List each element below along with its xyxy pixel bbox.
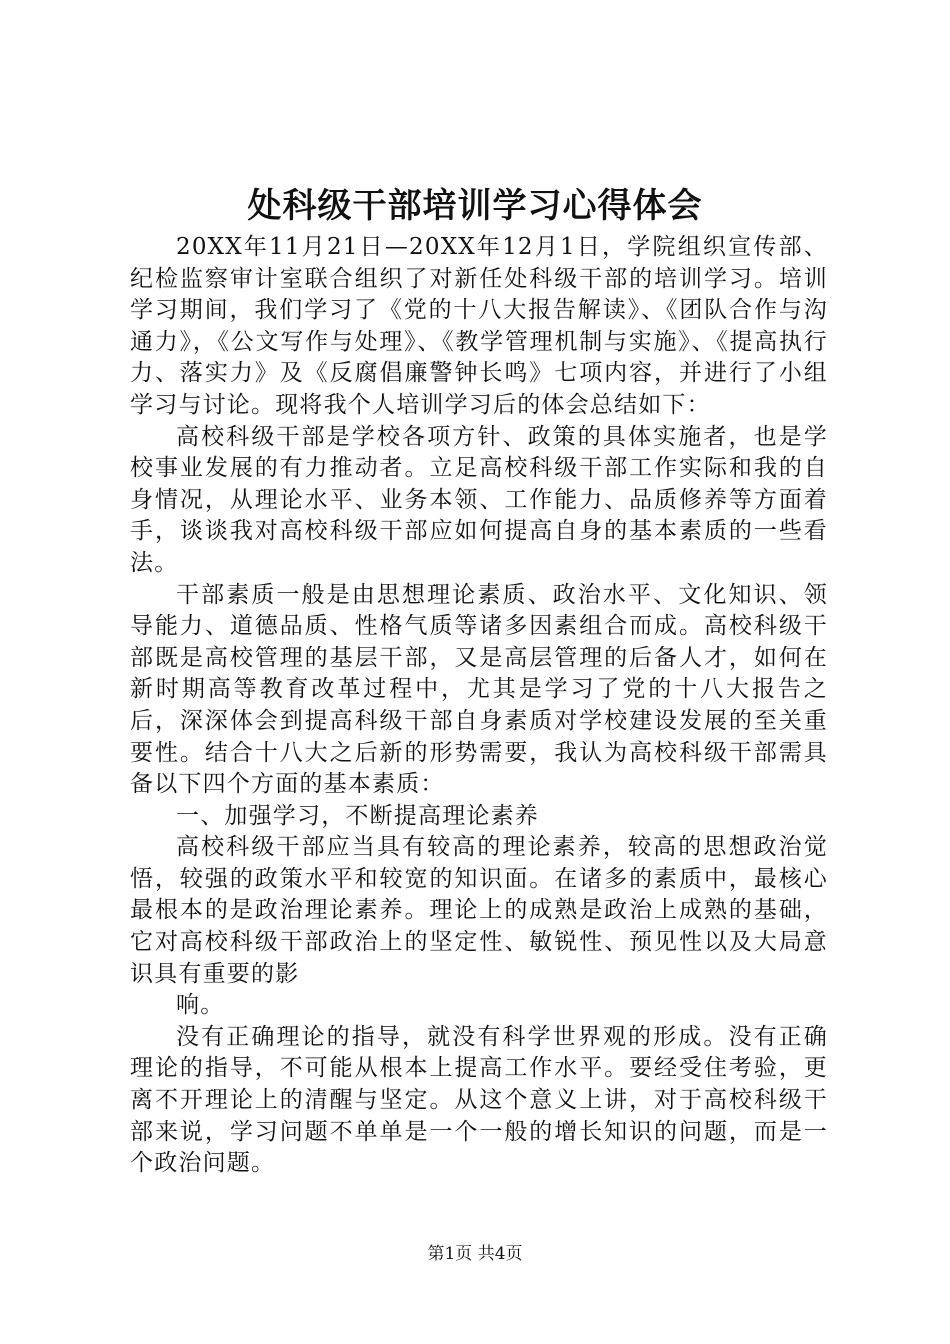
paragraph-fragment: 响。: [176, 992, 225, 1019]
paragraph-intro: 20XX年11月21日—20XX年12月1日，学院组织宣传部、纪检监察审计室联合组织了对新任处科级干部的培训学习。培训学习期间，我们学习了《党的十八大报告解读》、《团队合作与沟通力》，《公文写作与处理》、《教学管理机制与实施》、《提高执行力、落实力》及《反腐倡廉警钟长鸣》七项内容，并进行了小组学习与讨论。现将我个人培训学习后的体会总结如下：: [130, 234, 828, 418]
paragraph-qualities: 干部素质一般是由思想理论素质、政治水平、文化知识、领导能力、道德品质、性格气质等诸多因素组合而成。高校科级干部既是高校管理的基层干部，又是高层管理的后备人才，如何在新时期高等教育改革过程中，尤其是学习了党的十八大报告之后，深深体会到提高科级干部自身素质对学校建设发展的至关重要性。结合十八大之后新的形势需要，我认为高校科级干部需具备以下四个方面的基本素质：: [130, 581, 828, 798]
document-title: 处科级干部培训学习心得体会: [247, 186, 703, 226]
section-heading: 一、加强学习，不断提高理论素养: [176, 802, 539, 829]
document-body: [130, 232, 828, 1180]
paragraph-theory: 高校科级干部应当具有较高的理论素养，较高的思想政治觉悟，较强的政策水平和较宽的知识面。在诸多的素质中，最核心最根本的是政治理论素养。理论上的成熟是政治上成熟的基础，它对高校科级干部政治上的坚定性、敏锐性、预见性以及大局意识具有重要的影: [130, 834, 828, 987]
paragraph-guidance: 没有正确理论的指导，就没有科学世界观的形成。没有正确理论的指导，不可能从根本上提高工作水平。要经受住考验，更离不开理论上的清醒与坚定。从这个意义上讲，对于高校科级干部来说，学习问题不单单是一个一般的增长知识的问题，而是一个政治问题。: [130, 1023, 828, 1177]
paragraph-role: 高校科级干部是学校各项方针、政策的具体实施者，也是学校事业发展的有力推动者。立足高校科级干部工作实际和我的自身情况，从理论水平、业务本领、工作能力、品质修养等方面着手，谈谈我对高校科级干部应如何提高自身的基本素质的一些看法。: [130, 423, 828, 576]
page-number: 第1页 共4页: [427, 1244, 523, 1264]
